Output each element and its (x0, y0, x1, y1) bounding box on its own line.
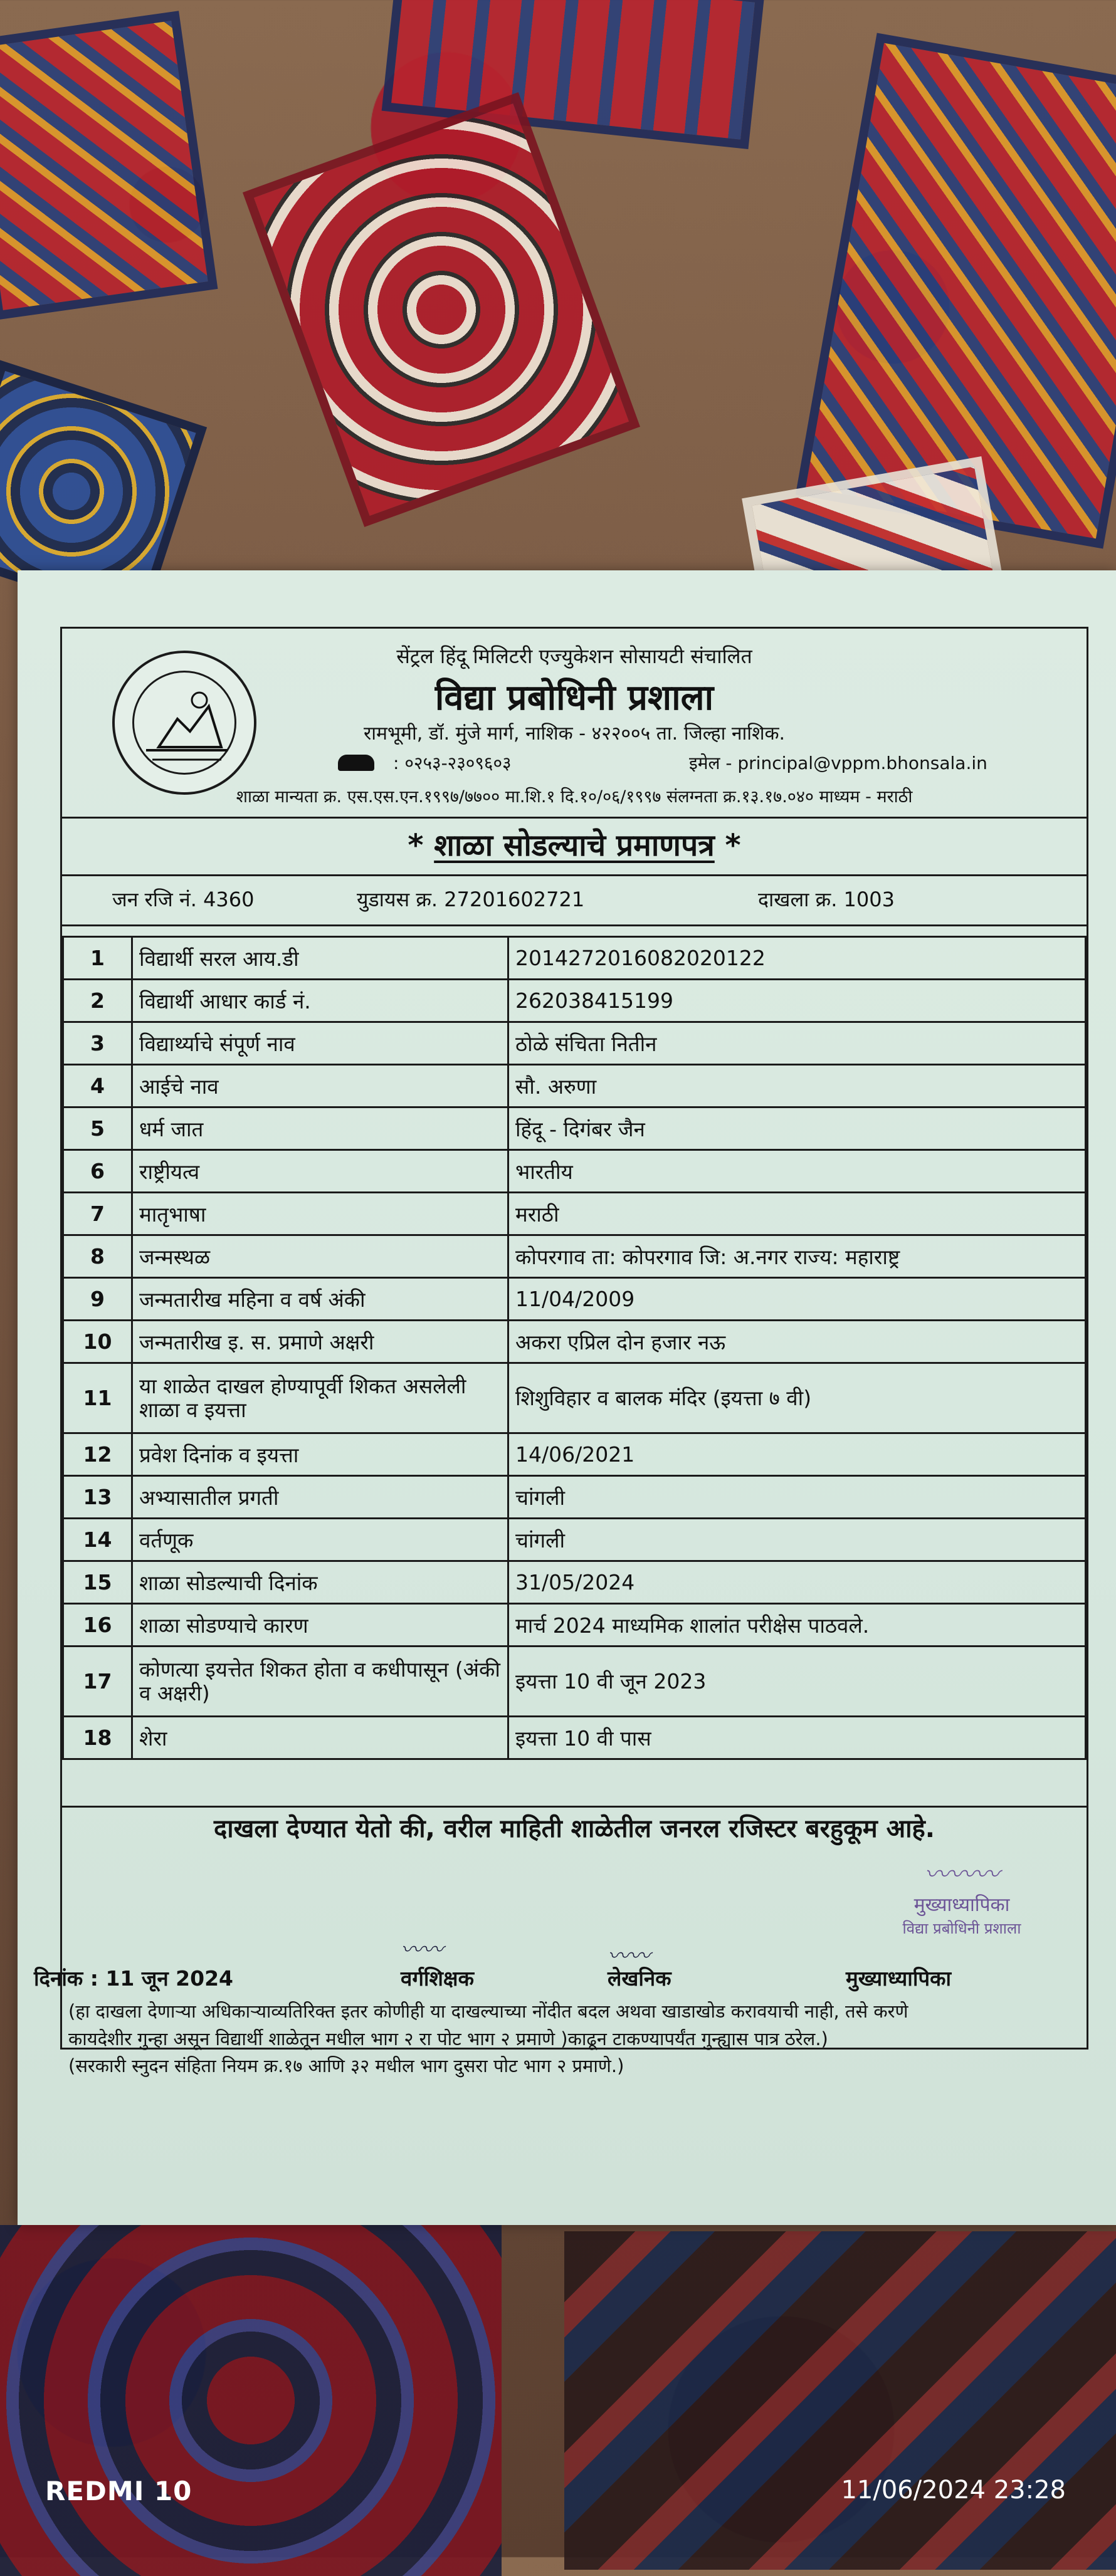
clerk-label: लेखनिक (608, 1966, 671, 1991)
table-row (63, 1363, 1086, 1433)
row-value: कोपरगाव ता: कोपरगाव जि: अ.नगर राज्य: महाराष्ट्र (508, 1235, 1086, 1278)
row-label: प्रवेश दिनांक व इयत्ता (132, 1433, 508, 1476)
table-row (63, 1519, 1086, 1561)
row-value: 14/06/2021 (508, 1433, 1086, 1476)
fabric-pattern (564, 2231, 1116, 2570)
table-row (63, 1278, 1086, 1321)
headmistress-label: मुख्याध्यापिका (846, 1966, 952, 1991)
row-value: शिशुविहार व बालक मंदिर (इयत्ता ७ वी) (508, 1363, 1086, 1433)
certificate-frame (34, 627, 1088, 2076)
row-number: 18 (63, 1717, 132, 1759)
phone-number: : ०२५३-२३०९६०३ (393, 753, 512, 773)
title-text: शाळा सोडल्याचे प्रमाणपत्र (434, 828, 715, 863)
row-value: मराठी (508, 1193, 1086, 1235)
table-row (63, 1150, 1086, 1193)
registration-row (62, 874, 1087, 926)
table-row (63, 1193, 1086, 1235)
row-value: इयत्ता 10 वी जून 2023 (508, 1647, 1086, 1717)
row-label: मातृभाषा (132, 1193, 508, 1235)
row-label: धर्म जात (132, 1107, 508, 1150)
row-number: 13 (63, 1476, 132, 1519)
row-value: 262038415199 (508, 980, 1086, 1022)
school-name: विद्या प्रबोधिनी प्रशाला (434, 678, 714, 718)
row-number: 17 (63, 1647, 132, 1717)
society-name: सेंट्रल हिंदू मिलिटरी एज्युकेशन सोसायटी संचालित (396, 644, 752, 668)
certificate-title: * शाळा सोडल्याचे प्रमाणपत्र * (62, 817, 1087, 876)
table-row (63, 1022, 1086, 1065)
fabric-pattern (0, 2225, 502, 2576)
row-label: अभ्यासातील प्रगती (132, 1476, 508, 1519)
school-address: रामभूमी, डॉ. मुंजे मार्ग, नाशिक - ४२२००५ ता. जिल्हा नाशिक. (363, 723, 786, 745)
school-email: इमेल - principal@vppm.bhonsala.in (689, 753, 987, 773)
row-label: आईचे नाव (132, 1065, 508, 1107)
row-value: 11/04/2009 (508, 1278, 1086, 1321)
fabric-pattern (0, 11, 218, 320)
row-value: इयत्ता 10 वी पास (508, 1717, 1086, 1759)
row-value: सौ. अरुणा (508, 1065, 1086, 1107)
row-label: वर्तणूक (132, 1519, 508, 1561)
row-label: कोणत्या इयत्तेत शिकत होता व कधीपासून (अंकी व अक्षरी) (132, 1647, 508, 1717)
row-number: 8 (63, 1235, 132, 1278)
row-number: 3 (63, 1022, 132, 1065)
camera-datetime-watermark: 11/06/2024 23:28 (841, 2476, 1066, 2505)
row-label: विद्यार्थी सरल आय.डी (132, 937, 508, 980)
row-value: 2014272016082020122 (508, 937, 1086, 980)
school-header (62, 629, 1087, 819)
class-teacher-signature: 〰〰 (401, 1937, 443, 1962)
row-number: 11 (63, 1363, 132, 1433)
row-number: 16 (63, 1604, 132, 1647)
recognition-line: शाळा मान्यता क्र. एस.एस.एन.१९९७/७७०० मा.शि.१ दि.१०/०६/१९९७ संलग्नता क्र.१३.१७.०४० माध्यम - मराठी (236, 787, 913, 807)
table-row (63, 1433, 1086, 1476)
general-register-number: जन रजि नं. 4360 (112, 887, 255, 911)
row-label: जन्मस्थळ (132, 1235, 508, 1278)
admission-number: दाखला क्र. 1003 (758, 887, 895, 911)
row-label: शाळा सोडल्याची दिनांक (132, 1561, 508, 1604)
row-label: शेरा (132, 1717, 508, 1759)
table-row (63, 1647, 1086, 1717)
table-row (63, 1561, 1086, 1604)
table-row (63, 980, 1086, 1022)
row-label: विद्यार्थी आधार कार्ड नं. (132, 980, 508, 1022)
row-number: 15 (63, 1561, 132, 1604)
row-label: जन्मतारीख इ. स. प्रमाणे अक्षरी (132, 1321, 508, 1363)
clerk-signature: 〰〰 (608, 1944, 650, 1969)
row-value: 31/05/2024 (508, 1561, 1086, 1604)
udise-number: युडायस क्र. 27201602721 (357, 887, 585, 911)
row-label: विद्यार्थ्याचे संपूर्ण नाव (132, 1022, 508, 1065)
table-row (63, 1476, 1086, 1519)
table-row (63, 937, 1086, 980)
row-value: ठोळे संचिता नितीन (508, 1022, 1086, 1065)
row-number: 5 (63, 1107, 132, 1150)
row-number: 14 (63, 1519, 132, 1561)
row-label: शाळा सोडण्याचे कारण (132, 1604, 508, 1647)
row-value: हिंदू - दिगंबर जैन (508, 1107, 1086, 1150)
row-value: मार्च 2024 माध्यमिक शालांत परीक्षेस पाठवले. (508, 1604, 1086, 1647)
issue-date: दिनांक : 11 जून 2024 (34, 1966, 233, 1991)
row-number: 6 (63, 1150, 132, 1193)
row-value: अकरा एप्रिल दोन हजार नऊ (508, 1321, 1086, 1363)
row-number: 7 (63, 1193, 132, 1235)
headmistress-stamp: 〰〰〰 मुख्याध्यापिका विद्या प्रबोधिनी प्रशाला (865, 1857, 1059, 1964)
table-row (63, 1604, 1086, 1647)
row-value: भारतीय (508, 1150, 1086, 1193)
row-number: 4 (63, 1065, 132, 1107)
table-row (63, 1321, 1086, 1363)
certificate-paper (18, 570, 1116, 2225)
table-row (63, 1717, 1086, 1759)
phone-row (338, 751, 512, 775)
phone-icon (338, 755, 374, 771)
class-teacher-label: वर्गशिक्षक (401, 1966, 474, 1991)
camera-device-watermark: REDMI 10 (45, 2476, 192, 2506)
certificate-footer (34, 1957, 1087, 1995)
certification-statement: दाखला देण्यात येतो की, वरील माहिती शाळेतील जनरल रजिस्टर बरहुकूम आहे. (62, 1806, 1087, 1850)
row-number: 9 (63, 1278, 132, 1321)
student-details-table (62, 936, 1087, 1760)
row-number: 12 (63, 1433, 132, 1476)
row-number: 2 (63, 980, 132, 1022)
row-label: राष्ट्रीयत्व (132, 1150, 508, 1193)
row-number: 1 (63, 937, 132, 980)
table-row (63, 1235, 1086, 1278)
legal-note: (हा दाखला देणाऱ्या अधिकाऱ्याव्यतिरिक्त इतर कोणीही या दाखल्याच्या नोंदीत बदल अथवा खाडाखोड करावयाची नाही, तसे करणे कायदेशीर गुन्हा असून विद्यार्थी शाळेतून मधील भाग २ रा पोट भाग २ प्रमाणे )काढून टाकण्यापर्यंत गुन्ह्यास पात्र ठरेल.) (सरकारी स्नुदन संहिता नियम क्र.१७ आणि ३२ मधील भाग दुसरा पोट भाग २ प्रमाणे.) (68, 2001, 908, 2076)
row-label: या शाळेत दाखल होण्यापूर्वी शिकत असलेली शाळा व इयत्ता (132, 1363, 508, 1433)
row-value: चांगली (508, 1476, 1086, 1519)
table-row (63, 1065, 1086, 1107)
fabric-pattern (243, 92, 640, 527)
headmistress-signature: 〰〰〰 (924, 1860, 999, 1889)
row-label: जन्मतारीख महिना व वर्ष अंकी (132, 1278, 508, 1321)
row-value: चांगली (508, 1519, 1086, 1561)
row-number: 10 (63, 1321, 132, 1363)
table-row (63, 1107, 1086, 1150)
